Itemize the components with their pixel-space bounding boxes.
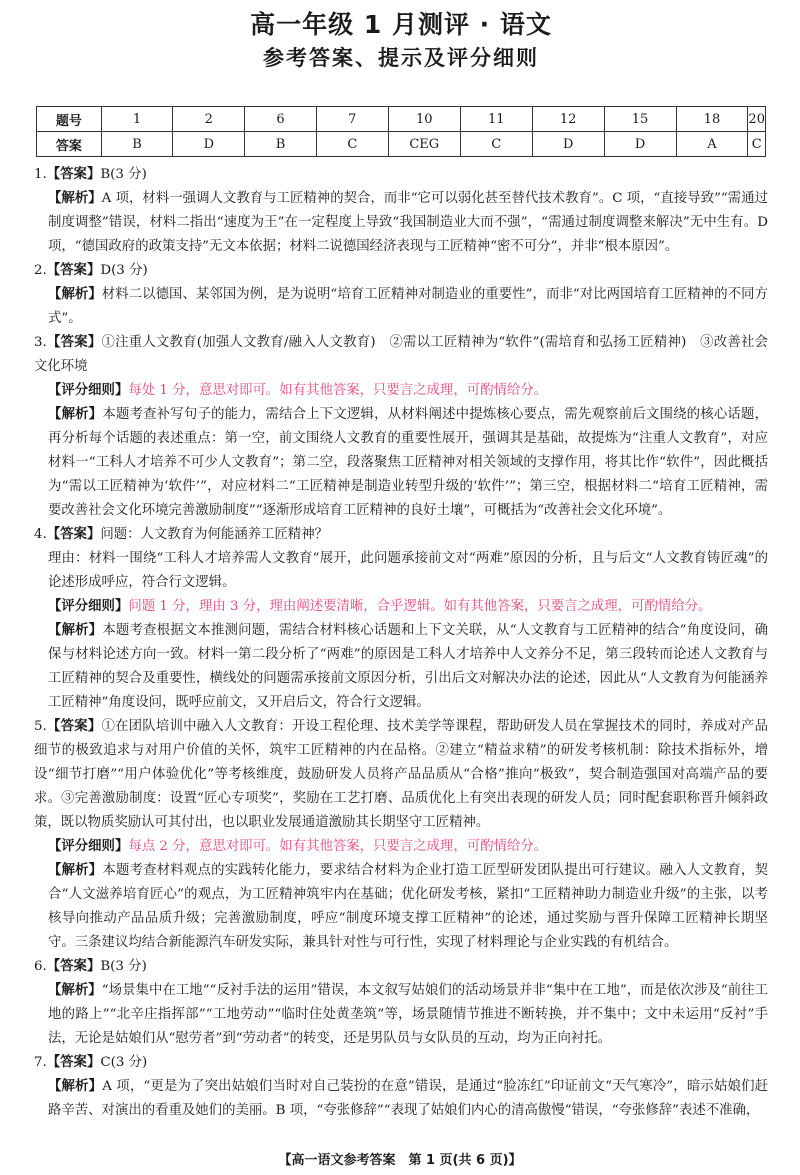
question-4	[34, 523, 768, 715]
analysis-text: A 项，材料一强调人文教育与工匠精神的契合，而非“它可以弱化甚至替代技术教育”。C 项，“直接导致”“需通过制度调整”错误，材料二指出“速度为王”在一定程度上导致“我国制造业大而不强”，“需通过制度调整来解决”无中生有。D 项，“德国政府的政策支持”无文本依据；材料二说德国经济表现与工匠精神“密不可分”，并非“根本原因”。	[48, 191, 769, 254]
answer-tag: 【答案】	[46, 263, 101, 278]
analysis-line	[34, 403, 768, 523]
reason-text: 理由：材料一围绕“工科人才培养需人文教育”展开，此问题承接前文对“两难”原因的分析，且与后文“人文教育铸匠魂”的论述形成呼应，符合行文逻辑。	[48, 551, 768, 590]
answer-text: B(3 分)	[100, 167, 147, 182]
question-number: 2.	[34, 263, 47, 278]
table-cell: B	[101, 132, 173, 157]
table-cell: 7	[316, 107, 388, 132]
answer-line	[34, 259, 768, 283]
table-cell: 2	[173, 107, 245, 132]
table-cell: A	[676, 132, 748, 157]
row-label-number: 题号	[37, 107, 102, 132]
scoring-text: 问题 1 分，理由 3 分，理由阐述要清晰，合乎逻辑。如有其他答案，只要言之成理，可酌情给分。	[128, 599, 712, 614]
analysis-tag: 【解析】	[48, 983, 102, 998]
question-number: 6.	[34, 959, 47, 974]
table-cell: 20	[748, 107, 766, 132]
answer-tag: 【答案】	[46, 719, 102, 734]
question-1	[34, 163, 768, 259]
analysis-text: 本题考查根据文本推测问题，需结合材料核心话题和上下文关联，从“人文教育与工匠精神的结合”角度设问，确保与材料论述方向一致。材料一第二段分析了“两难”的原因是工科人才培养中人文养分不足，第三段转而论述人文教育与工匠精神的契合及重要性，横线处的问题需承接前文原因分析，引出后文对解决办法的论述，因此从“人文教育为何能涵养工匠精神”角度设问，既呼应前文，又开启后文，符合行文逻辑。	[48, 623, 768, 710]
analysis-line	[34, 1075, 768, 1123]
analysis-tag: 【解析】	[48, 623, 103, 638]
analysis-tag: 【解析】	[48, 287, 102, 302]
analysis-text: 材料二以德国、某邻国为例，是为说明“培育工匠精神对制造业的重要性”，而非“对比两国培育工匠精神的不同方式”。	[48, 287, 768, 326]
analysis-tag: 【解析】	[48, 191, 102, 206]
question-number: 7.	[34, 1055, 47, 1070]
answer-text: 问题：人文教育为何能涵养工匠精神？	[100, 527, 328, 542]
table-cell: 1	[101, 107, 173, 132]
answer-row	[37, 132, 766, 157]
question-number: 4.	[34, 527, 47, 542]
analysis-text: “场景集中在工地”“反衬手法的运用”错误，本文叙写姑娘们的活动场景并非“集中在工地”，而是依次涉及“前往工地的路上”“北辛庄指挥部”“工地劳动”“临时住处黄垄筑”等，场景随情节推进不断转换，并不集中；文中未运用“反衬”手法，无论是姑娘们从“慰劳者”到“劳动者”的转变，还是男队员与女队员的互动，均为正向衬托。	[48, 983, 768, 1046]
analysis-text: A 项，“更是为了突出姑娘们当时对自己装扮的在意”错误，是通过“脸冻红”印证前文“天气寒冷”，暗示姑娘们赶路辛苦、对演出的看重及她们的美丽。B 项，“夸张修辞”“表现了姑娘们内心的清高傲慢”错误，“夸张修辞”表述不准确，	[48, 1079, 769, 1118]
analysis-line	[34, 283, 768, 331]
question-2	[34, 259, 768, 331]
table-cell: C	[460, 132, 532, 157]
table-cell: D	[604, 132, 676, 157]
answer-tag: 【答案】	[46, 167, 101, 182]
analysis-line	[34, 859, 768, 955]
answer-tag: 【答案】	[46, 527, 101, 542]
answer-tag: 【答案】	[46, 1055, 101, 1070]
page-subtitle: 参考答案、提示及评分细则	[263, 46, 539, 70]
table-cell: 18	[676, 107, 748, 132]
answer-table	[36, 106, 766, 157]
answer-text: B(3 分)	[100, 959, 147, 974]
table-cell: 12	[532, 107, 604, 132]
scoring-line	[34, 595, 768, 619]
question-number: 1.	[34, 167, 47, 182]
answer-line	[34, 523, 768, 547]
answer-explanations	[34, 163, 768, 1123]
table-cell: 10	[388, 107, 460, 132]
answer-line	[34, 163, 768, 187]
scoring-text: 每处 1 分，意思对即可。如有其他答案，只要言之成理，可酌情给分。	[128, 383, 548, 398]
question-number-row	[37, 107, 766, 132]
table-cell: D	[532, 132, 604, 157]
analysis-text: 本题考查补写句子的能力，需结合上下文逻辑，从材料阐述中提炼核心要点，需先观察前后文围绕的核心话题，再分析每个话题的表述重点：第一空，前文围绕人文教育的重要性展开，强调其是基础，故提炼为“注重人文教育”，对应材料一“工科人才培养不可少人文教育”；第二空，段落聚焦工匠精神对相关领域的支撑作用，将其比作“软件”，因此概括为“需以工匠精神为‘软件’”，对应材料二“工匠精神是制造业转型升级的‘软件’”；第三空，根据材料二“培育工匠精神，需要改善社会文化环境完善激励制度”“逐渐形成培育工匠精神的良好土壤”，可概括为“改善社会文化环境”。	[48, 407, 769, 518]
table-cell: B	[245, 132, 317, 157]
scoring-tag: 【评分细则】	[48, 383, 129, 398]
answer-tag: 【答案】	[46, 959, 101, 974]
answer-tag: 【答案】	[46, 335, 102, 350]
analysis-tag: 【解析】	[48, 1079, 103, 1094]
answer-key-page	[0, 10, 800, 1123]
answer-line	[34, 331, 768, 379]
question-7	[34, 1051, 768, 1123]
answer-line	[34, 955, 768, 979]
table-cell: D	[173, 132, 245, 157]
answer-text: ①注重人文教育(加强人文教育/融入人文教育) ②需以工匠精神为“软件”(需培育和弘扬工匠精神) ③改善社会文化环境	[34, 335, 768, 374]
table-cell: C	[748, 132, 766, 157]
page-footer: 【高一语文参考答案 第 1 页(共 6 页)】	[278, 1153, 522, 1168]
question-number: 3.	[34, 335, 47, 350]
table-cell: CEG	[388, 132, 460, 157]
answer-text: ①在团队培训中融入人文教育：开设工程伦理、技术美学等课程，帮助研发人员在掌握技术的同时，养成对产品细节的极致追求与对用户价值的关怀，筑牢工匠精神的内在品格。②建立“精益求精”的研发考核机制：除技术指标外，增设“细节打磨”“用户体验优化”等考核维度，鼓励研发人员将产品品质从“合格”推向“极致”，契合制造强国对高端产品的要求。③完善激励制度：设置“匠心专项奖”，奖励在工艺打磨、品质优化上有突出表现的研发人员；同时配套职称晋升倾斜政策，既以物质奖励认可其付出，也以职业发展通道激励其长期坚守工匠精神。	[34, 719, 769, 830]
analysis-tag: 【解析】	[48, 407, 103, 422]
page-title: 高一年级 1 月测评 · 语文	[250, 10, 552, 39]
question-6	[34, 955, 768, 1051]
question-5	[34, 715, 768, 955]
scoring-text: 每点 2 分，意思对即可。如有其他答案，只要言之成理，可酌情给分。	[128, 839, 548, 854]
answer-text: C(3 分)	[100, 1055, 148, 1070]
analysis-text: 本题考查材料观点的实践转化能力，要求结合材料为企业打造工匠型研发团队提出可行建议。融入人文教育，契合“人文滋养培育匠心”的观点，为工匠精神筑牢内在基础；优化研发考核，紧扣“工匠精神助力制造业升级”的主张，以考核导向推动产品品质升级；完善激励制度，呼应“制度环境支撑工匠精神”的论述，通过奖励与晋升保障工匠精神长期坚守。三条建议均结合新能源汽车研发实际，兼具针对性与可行性，实现了材料理论与企业实践的有机结合。	[48, 863, 769, 950]
question-3	[34, 331, 768, 523]
table-cell: 15	[604, 107, 676, 132]
answer-text: D(3 分)	[100, 263, 148, 278]
scoring-tag: 【评分细则】	[48, 839, 129, 854]
scoring-tag: 【评分细则】	[48, 599, 129, 614]
analysis-tag: 【解析】	[48, 863, 103, 878]
table-cell: 11	[460, 107, 532, 132]
question-number: 5.	[34, 719, 47, 734]
answer-line	[34, 715, 768, 835]
scoring-line	[34, 379, 768, 403]
analysis-line	[34, 187, 768, 259]
scoring-line	[34, 835, 768, 859]
row-label-answer: 答案	[37, 132, 102, 157]
analysis-line	[34, 619, 768, 715]
answer-line	[34, 1051, 768, 1075]
table-cell: C	[316, 132, 388, 157]
analysis-line	[34, 979, 768, 1051]
table-cell: 6	[245, 107, 317, 132]
